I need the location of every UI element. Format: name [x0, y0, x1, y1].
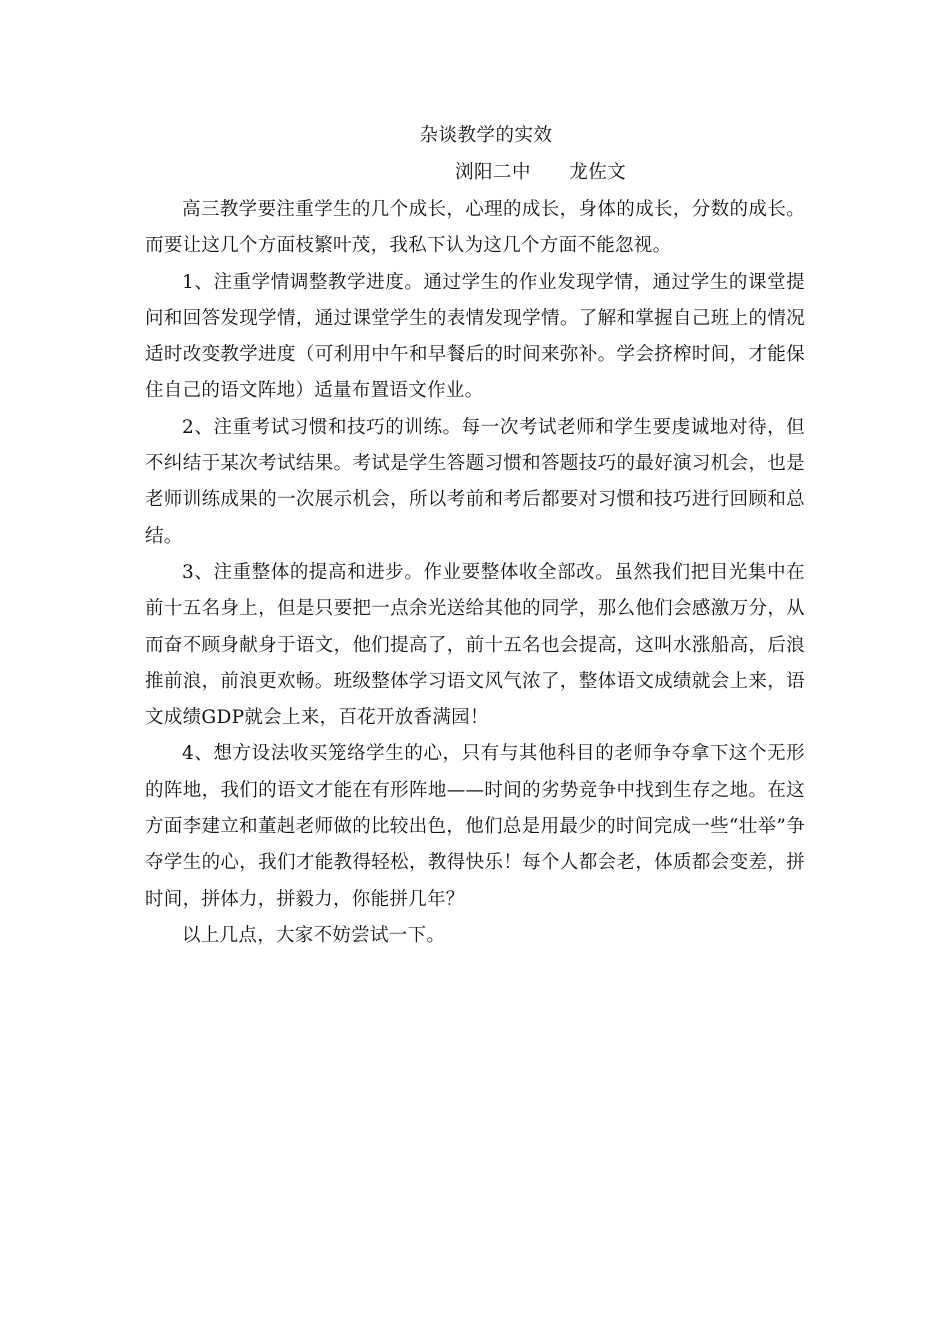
author-byline: 浏阳二中 龙佐文: [455, 162, 627, 183]
document-body: [145, 192, 805, 954]
document-title: 杂谈教学的实效: [419, 125, 553, 146]
paragraph-point-2: 2、注重考试习惯和技巧的训练。每一次考试老师和学生要虔诚地对待，但不纠结于某次考试结果。考试是学生答题习惯和答题技巧的最好演习机会，也是老师训练成果的一次展示机会，所以考前和考后都要对习惯和技巧进行回顾和总结。: [145, 416, 805, 547]
paragraph-intro: 高三教学要注重学生的几个成长，心理的成长，身体的成长，分数的成长。而要让这几个方面枝繁叶茂，我私下认为这几个方面不能忽视。: [145, 199, 805, 257]
paragraph-point-1: 1、注重学情调整教学进度。通过学生的作业发现学情，通过学生的课堂提问和回答发现学情，通过课堂学生的表情发现学情。了解和掌握自己班上的情况适时改变教学进度（可利用中午和早餐后的时间来弥补。学会挤榨时间，才能保住自己的语文阵地）适量布置语文作业。: [145, 271, 805, 402]
paragraph-conclusion: 以上几点，大家不妨尝试一下。: [182, 924, 446, 946]
paragraph-point-3: 3、注重整体的提高和进步。作业要整体收全部改。虽然我们把目光集中在前十五名身上，但是只要把一点余光送给其他的同学，那么他们会感激万分，从而奋不顾身献身于语文，他们提高了，前十五名也会提高，这叫水涨船高，后浪推前浪，前浪更欢畅。班级整体学习语文风气浓了，整体语文成绩就会上来，语文成绩GDP就会上来，百花开放香满园！: [145, 561, 805, 729]
paragraph-point-4: 4、想方设法收买笼络学生的心，只有与其他科目的老师争夺拿下这个无形的阵地，我们的语文才能在有形阵地——时间的劣势竞争中找到生存之地。在这方面李建立和董赳老师做的比较出色，他们总是用最少的时间完成一些“壮举”争夺学生的心，我们才能教得轻松，教得快乐！每个人都会老，体质都会变差，拼时间，拼体力，拼毅力，你能拼几年？: [145, 743, 805, 910]
